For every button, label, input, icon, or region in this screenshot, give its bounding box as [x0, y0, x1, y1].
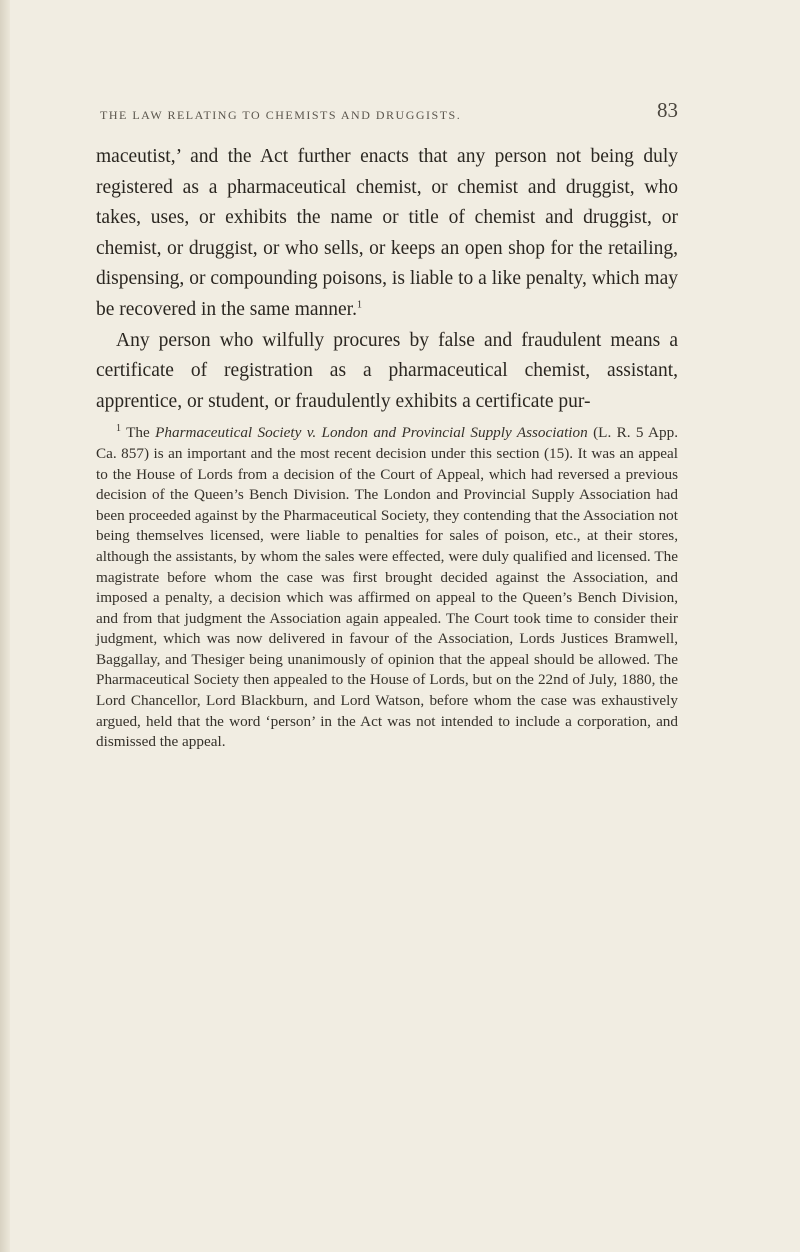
book-page	[96, 96, 678, 753]
footnote-lead: The	[126, 424, 150, 442]
page-number: 83	[657, 98, 678, 122]
paragraph-1	[96, 142, 678, 326]
paragraph-2: Any person who wilfully procures by false and fraudulent means a certificate of registration as a pharmaceutical chemist, assistant, apprentice, or student, or fraudulently exhibits a certificate pur-	[96, 329, 678, 412]
footnote-marker: 1	[116, 423, 121, 435]
page-binding-edge	[0, 0, 10, 1252]
running-title: THE LAW RELATING TO CHEMISTS AND DRUGGISTS.	[100, 108, 462, 122]
paragraph-1-text: maceutist,’ and the Act further enacts that any person not being duly registered as a pharmaceutical chemist, or chemist and druggist, who takes, uses, or exhibits the name or title of chemist and druggist, or chemist, or druggist, or who sells, or keeps an open shop for the retailing, dispensing, or compounding poisons, is liable to a like penalty, which may be recovered in the same manner.	[96, 146, 678, 320]
main-text	[96, 142, 678, 417]
footnote-reference: 1	[356, 299, 362, 311]
running-head	[96, 96, 678, 126]
footnote-text: (L. R. 5 App. Ca. 857) is an important and the most recent decision under this section (15). It was an appeal to the House of Lords from a decision of the Court of Appeal, which had reversed a previous decision of the Queen’s Bench Division. The London and Provincial Supply Association had been proceeded against by the Pharmaceutical Society, they contending that the Association not being themselves licensed, were liable to penalties for sales of poison, etc., at their stores, although the assistants, by whom the sales were effected, were duly qualified and licensed. The magistrate before whom the case was first brought decided against the Association, and imposed a penalty, a decision which was affirmed on appeal to the Queen’s Bench Division, and from that judgment the Association again appealed. The Court took time to consider their judgment, which was now delivered in favour of the Association, Lords Justices Bramwell, Baggallay, and Thesiger being unanimously of opinion that the appeal should be allowed. The Pharmaceutical Society then appealed to the House of Lords, but on the 22nd of July, 1880, the Lord Chancellor, Lord Blackburn, and Lord Watson, before whom the case was exhaustively argued, held that the word ‘person’ in the Act was not intended to include a corporation, and dismissed the appeal.	[96, 424, 679, 751]
footnote-case-name: Pharmaceutical Society v. London and Provincial Supply Association	[155, 424, 588, 442]
footnote	[96, 423, 678, 753]
